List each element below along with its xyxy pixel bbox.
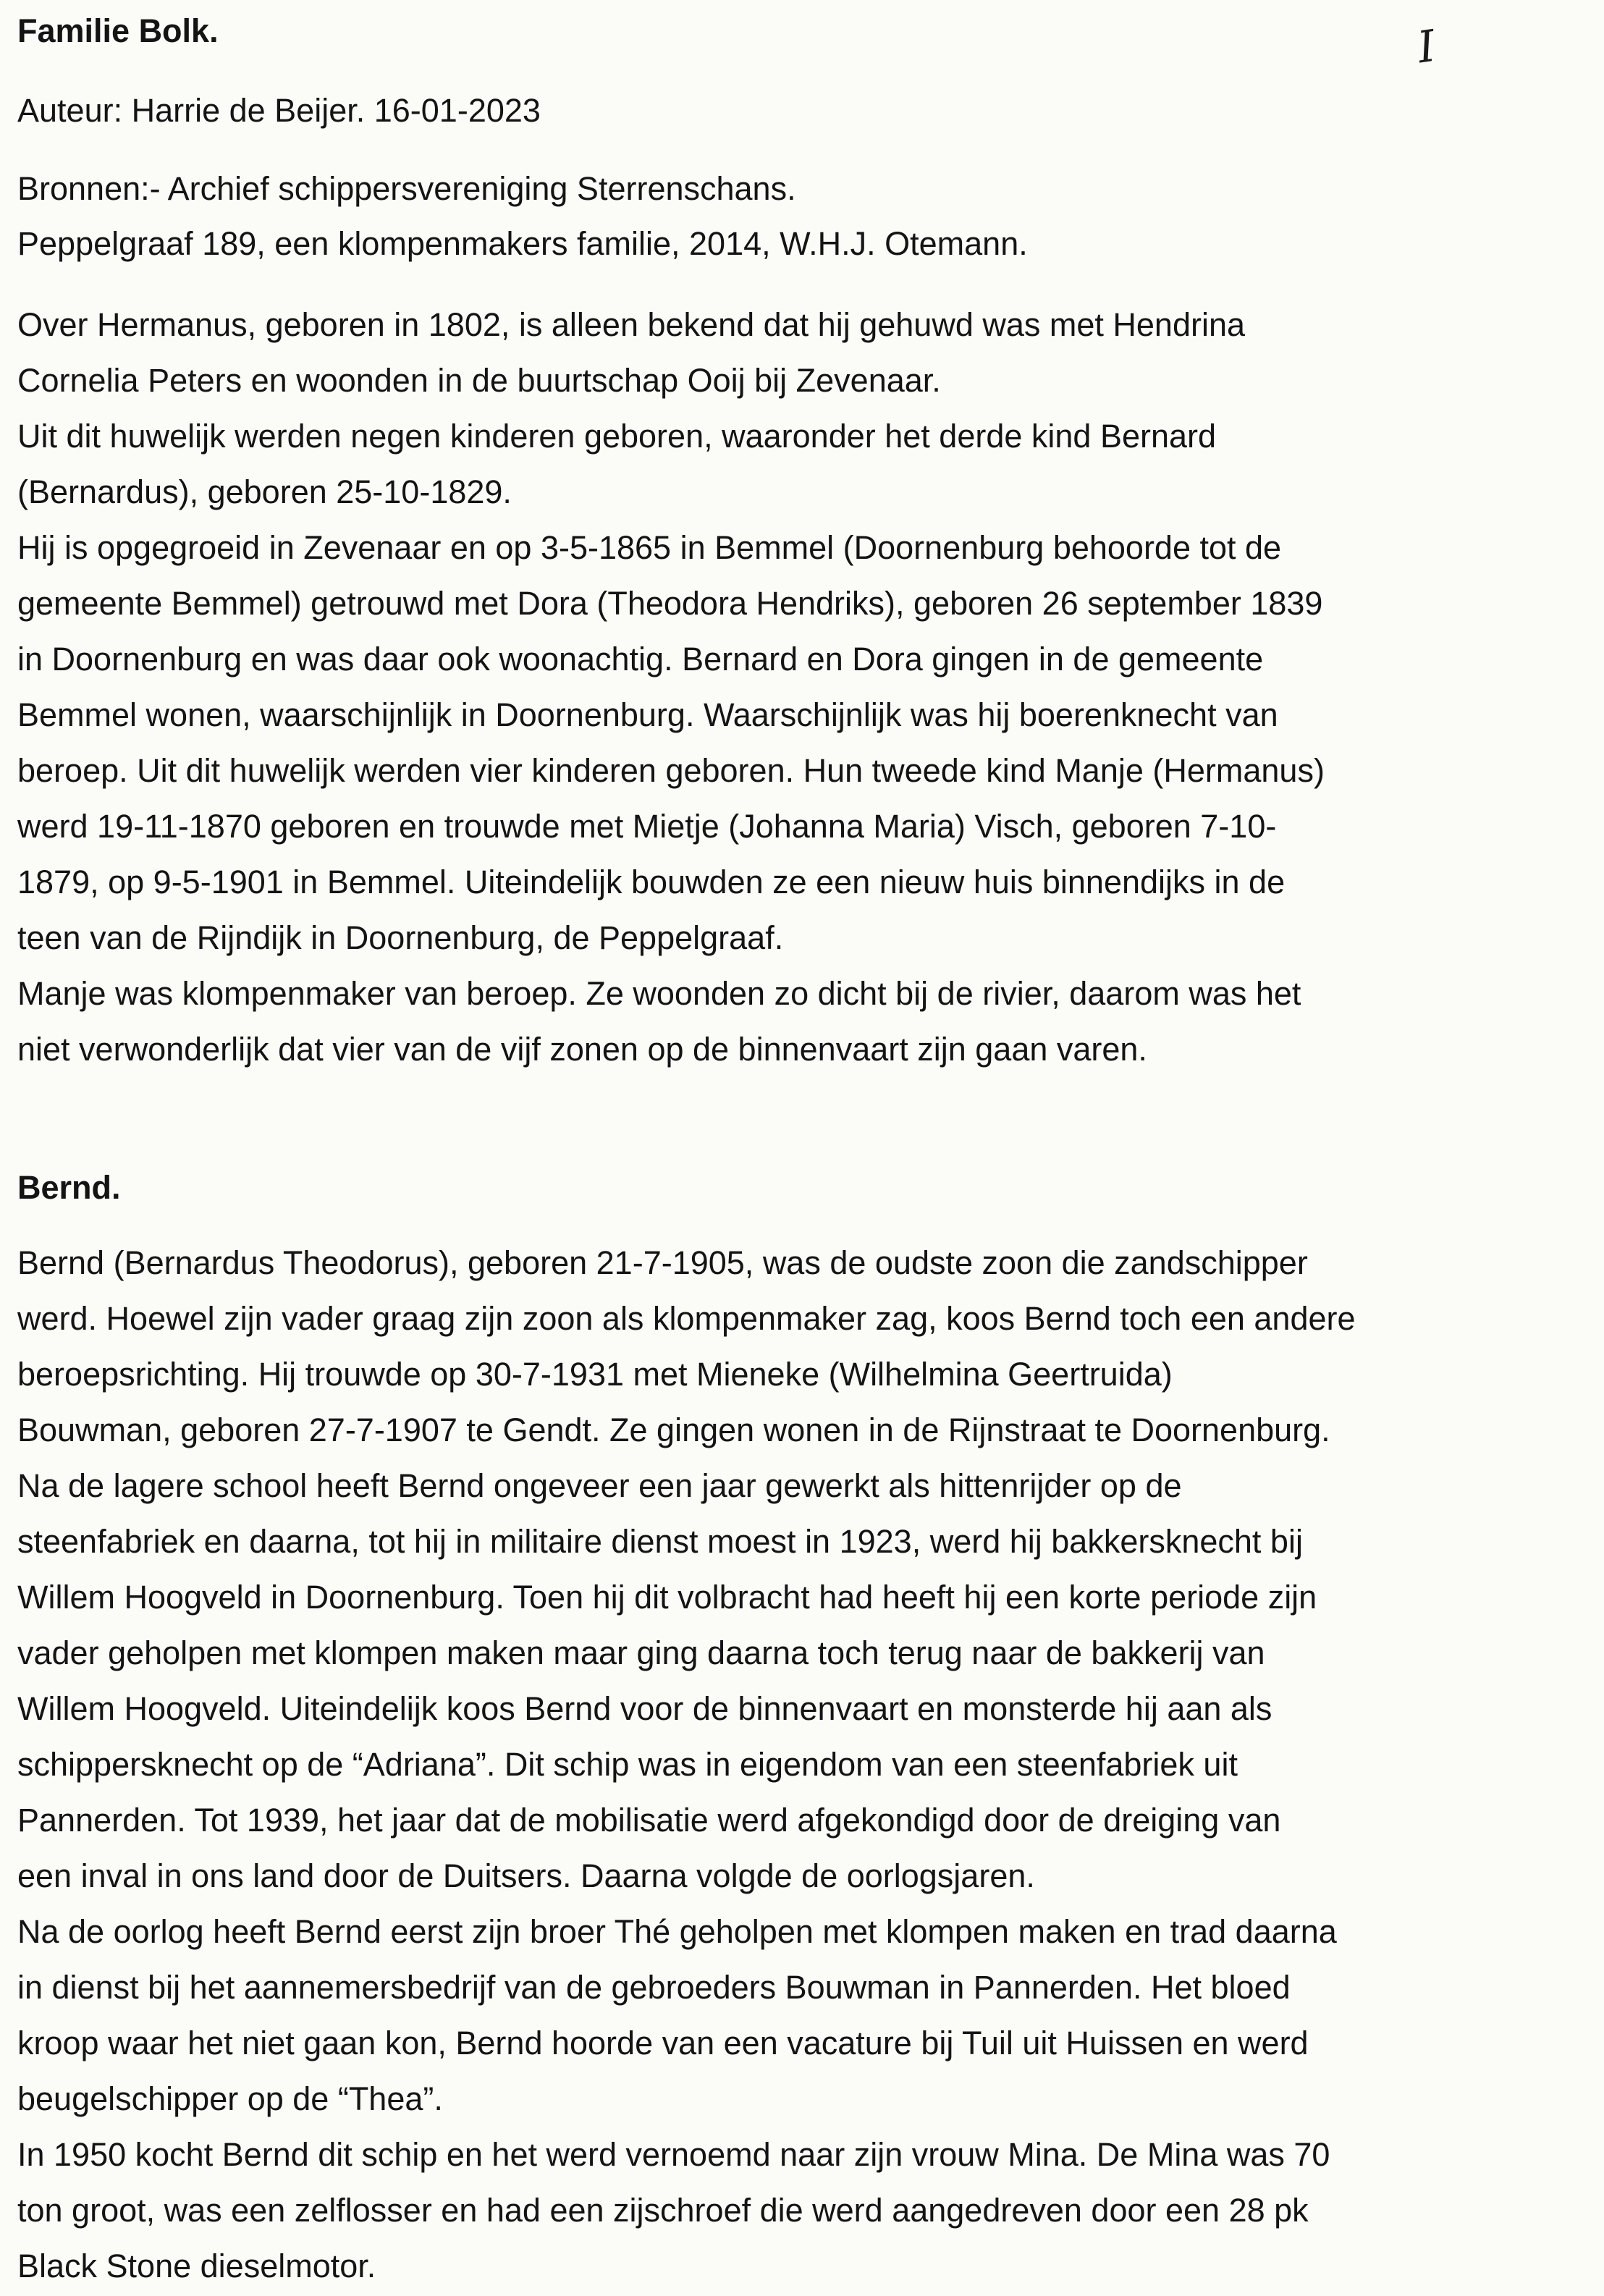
bernd-paragraph [17, 1235, 1588, 2294]
document-title: Familie Bolk. [17, 12, 219, 49]
text-line: Na de lagere school heeft Bernd ongeveer een jaar gewerkt als hittenrijder op de [17, 1467, 1182, 1504]
source-line-2: Peppelgraaf 189, een klompenmakers familie, 2014, W.H.J. Otemann. [17, 225, 1028, 262]
document-page [17, 0, 1588, 2296]
text-line: Over Hermanus, geboren in 1802, is alleen bekend dat hij gehuwd was met Hendrina [17, 306, 1246, 343]
text-line: Cornelia Peters en woonden in de buurtschap Ooij bij Zevenaar. [17, 362, 941, 399]
text-line: Bernd (Bernardus Theodorus), geboren 21-7-1905, was de oudste zoon die zandschipper [17, 1244, 1308, 1281]
text-line: Uit dit huwelijk werden negen kinderen geboren, waaronder het derde kind Bernard [17, 418, 1217, 455]
text-line: ton groot, was een zelflosser en had een zijschroef die werd aangedreven door een 28 pk [17, 2192, 1309, 2229]
section-title-bernd: Bernd. [17, 1169, 121, 1206]
text-line: werd. Hoewel zijn vader graag zijn zoon als klompenmaker zag, koos Bernd toch een andere [17, 1300, 1356, 1337]
text-line: vader geholpen met klompen maken maar ging daarna toch terug naar de bakkerij van [17, 1634, 1265, 1671]
text-line: kroop waar het niet gaan kon, Bernd hoorde van een vacature bij Tuil uit Huissen en werd [17, 2025, 1309, 2061]
text-line: Pannerden. Tot 1939, het jaar dat de mobilisatie werd afgekondigd door de dreiging van [17, 1802, 1281, 1839]
text-line: een inval in ons land door de Duitsers. Daarna volgde de oorlogsjaren. [17, 1857, 1035, 1894]
text-line: in Doornenburg en was daar ook woonachtig. Bernard en Dora gingen in de gemeente [17, 641, 1264, 678]
text-line: Black Stone dieselmotor. [17, 2248, 376, 2284]
text-line: 1879, op 9-5-1901 in Bemmel. Uiteindelijk bouwden ze een nieuw huis binnendijks in de [17, 864, 1286, 900]
text-line: In 1950 kocht Bernd dit schip en het werd vernoemd naar zijn vrouw Mina. De Mina was 70 [17, 2136, 1330, 2173]
text-line: Hij is opgegroeid in Zevenaar en op 3-5-1865 in Bemmel (Doornenburg behoorde tot de [17, 529, 1282, 566]
text-line: beroepsrichting. Hij trouwde op 30-7-1931 met Mieneke (Wilhelmina Geertruida) [17, 1356, 1173, 1393]
text-line: Willem Hoogveld in Doornenburg. Toen hij dit volbracht had heeft hij een korte periode zijn [17, 1579, 1317, 1616]
text-line: Bouwman, geboren 27-7-1907 te Gendt. Ze gingen wonen in de Rijnstraat te Doornenburg. [17, 1411, 1330, 1448]
text-line: (Bernardus), geboren 25-10-1829. [17, 473, 512, 510]
text-line: steenfabriek en daarna, tot hij in militaire dienst moest in 1923, werd hij bakkersknecht bij [17, 1523, 1303, 1560]
text-line: schippersknecht op de “Adriana”. Dit schip was in eigendom van een steenfabriek uit [17, 1746, 1238, 1783]
text-line: beroep. Uit dit huwelijk werden vier kinderen geboren. Hun tweede kind Manje (Hermanus) [17, 752, 1325, 789]
text-line: in dienst bij het aannemersbedrijf van de gebroeders Bouwman in Pannerden. Het bloed [17, 1969, 1291, 2006]
text-line: werd 19-11-1870 geboren en trouwde met Mietje (Johanna Maria) Visch, geboren 7-10- [17, 808, 1277, 845]
handwritten-page-number: I [1414, 20, 1439, 74]
source-line-1: Bronnen:- Archief schippersvereniging Sterrenschans. [17, 170, 796, 207]
text-line: gemeente Bemmel) getrouwd met Dora (Theodora Hendriks), geboren 26 september 1839 [17, 585, 1323, 622]
text-line: teen van de Rijndijk in Doornenburg, de Peppelgraaf. [17, 919, 784, 956]
text-line: beugelschipper op de “Thea”. [17, 2080, 443, 2117]
intro-paragraph [17, 297, 1588, 1077]
text-line: Na de oorlog heeft Bernd eerst zijn broer Thé geholpen met klompen maken en trad daarna [17, 1913, 1337, 1950]
text-line: Bemmel wonen, waarschijnlijk in Doornenburg. Waarschijnlijk was hij boerenknecht van [17, 696, 1278, 733]
text-line: Manje was klompenmaker van beroep. Ze woonden zo dicht bij de rivier, daarom was het [17, 975, 1301, 1012]
text-line: Willem Hoogveld. Uiteindelijk koos Bernd voor de binnenvaart en monsterde hij aan als [17, 1690, 1272, 1727]
text-line: niet verwonderlijk dat vier van de vijf zonen op de binnenvaart zijn gaan varen. [17, 1031, 1147, 1068]
author-line: Auteur: Harrie de Beijer. 16-01-2023 [17, 92, 541, 129]
